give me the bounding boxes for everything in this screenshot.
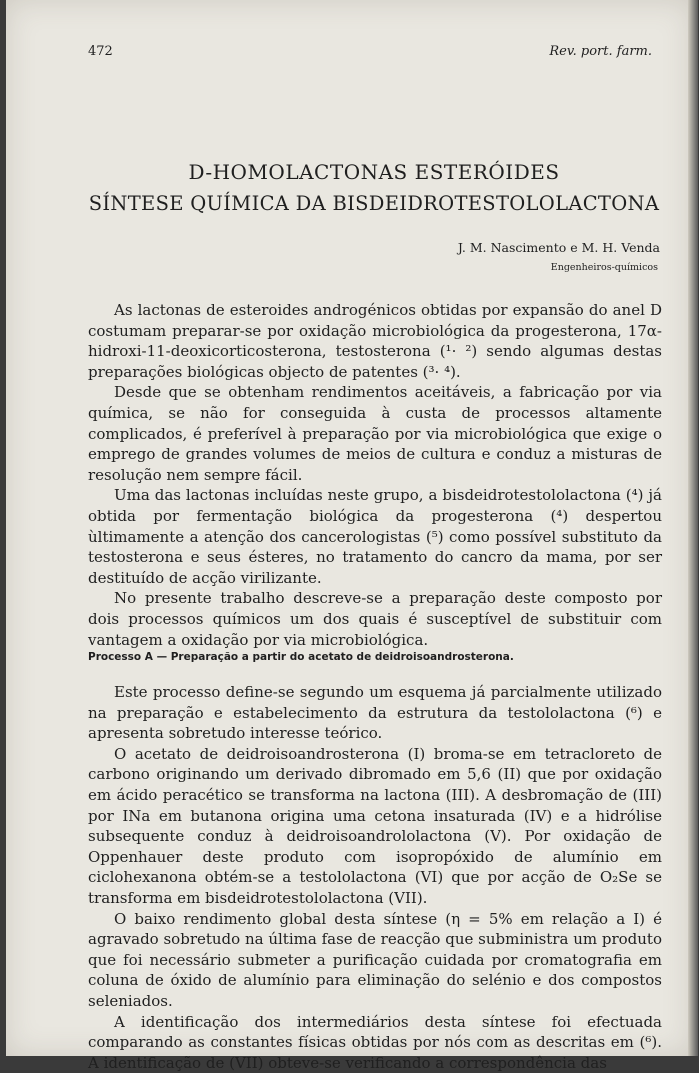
article-authors: J. M. Nascimento e M. H. Venda (457, 240, 660, 255)
paragraph-4: No presente trabalho descreve-se a preparação deste composto por dois processos químicos um dos quais é susceptível de substituir com vantagem a oxidação por via microbiológica. (88, 589, 662, 649)
paragraph-6: O acetato de deidroisoandrosterona (I) broma-se em tetracloreto de carbono originando um derivado dibromado em 5,6 (II) que por oxidação em ácido peracético se transforma na lactona (III). A desbromação de (III) por INa em butanona origina uma cetona insaturada (IV) e a hidrólise subsequente conduz à deidroisoandrololactona (V). Por oxidação de Oppenhauer deste produto com isopropóxido de alumínio em ciclohexanona obtém-se a testololactona (VI) que por acção de O₂Se se transforma em bisdeidrotestololactona (VII). (88, 744, 662, 908)
paragraph-1: As lactonas de esteroides androgénicos obtidas por expansão do anel D costumam preparar-se por oxidação microbiológica da progesterona, 17α-hidroxi-11-deoxicorticosterona, testosterona (¹· ²) sendo algumas destas preparações biológicas objecto de patentes (³· ⁴). (88, 301, 662, 381)
article-title: D-HOMOLACTONAS ESTERÓIDES (188, 160, 560, 184)
journal-name: Rev. port. farm. (549, 44, 652, 59)
paragraph-2: Desde que se obtenham rendimentos aceitáveis, a fabricação por via química, se não for conseguida à custa de processos altamente complicados, é preferível à preparação por via microbiológica que exige o emprego de grandes volumes de meios de cultura e conduz a misturas de resolução nem sempre fácil. (88, 383, 662, 484)
paragraph-7: O baixo rendimento global desta síntese (η = 5% em relação a I) é agravado sobretudo na última fase de reacção que subministra um produto que foi necessário submeter a purificação cuidada por cromatografia em coluna de óxido de alumínio para eliminação do selénio e dos compostos seleniados. (88, 909, 662, 1010)
page-edge-shadow (688, 0, 698, 1056)
paragraph-8: A identificação dos intermediários desta síntese foi efectuada comparando as constantes físicas obtidas por nós com as descritas em (⁶). A identificação de (VII) obteve-se verificando a correspondência das (88, 1012, 662, 1072)
article-subtitle: SÍNTESE QUÍMICA DA BISDEIDROTESTOLOLACTONA (88, 192, 660, 215)
author-affiliation: Engenheiros-químicos (550, 262, 658, 273)
paragraph-3: Uma das lactonas incluídas neste grupo, a bisdeidrotestololactona (⁴) já obtida por fermentação biológica da progesterona (⁴) despertou ùltimamente a atenção dos cancerologistas (⁵) como possível substituto da testosterona e seus ésteres, no tratamento do cancro da mama, por ser destituído de acção virilizante. (88, 486, 662, 587)
page-number: 472 (88, 44, 113, 59)
document-page (6, 0, 692, 1072)
article-body (88, 300, 662, 1073)
section-heading: Processo A — Preparação a partir do acetato de deidroisoandrosterona. (88, 651, 514, 664)
paragraph-5: Este processo define-se segundo um esquema já parcialmente utilizado na preparação e estabelecimento da estrutura da testololactona (⁶) e apresenta sobretudo interesse teórico. (88, 683, 662, 743)
